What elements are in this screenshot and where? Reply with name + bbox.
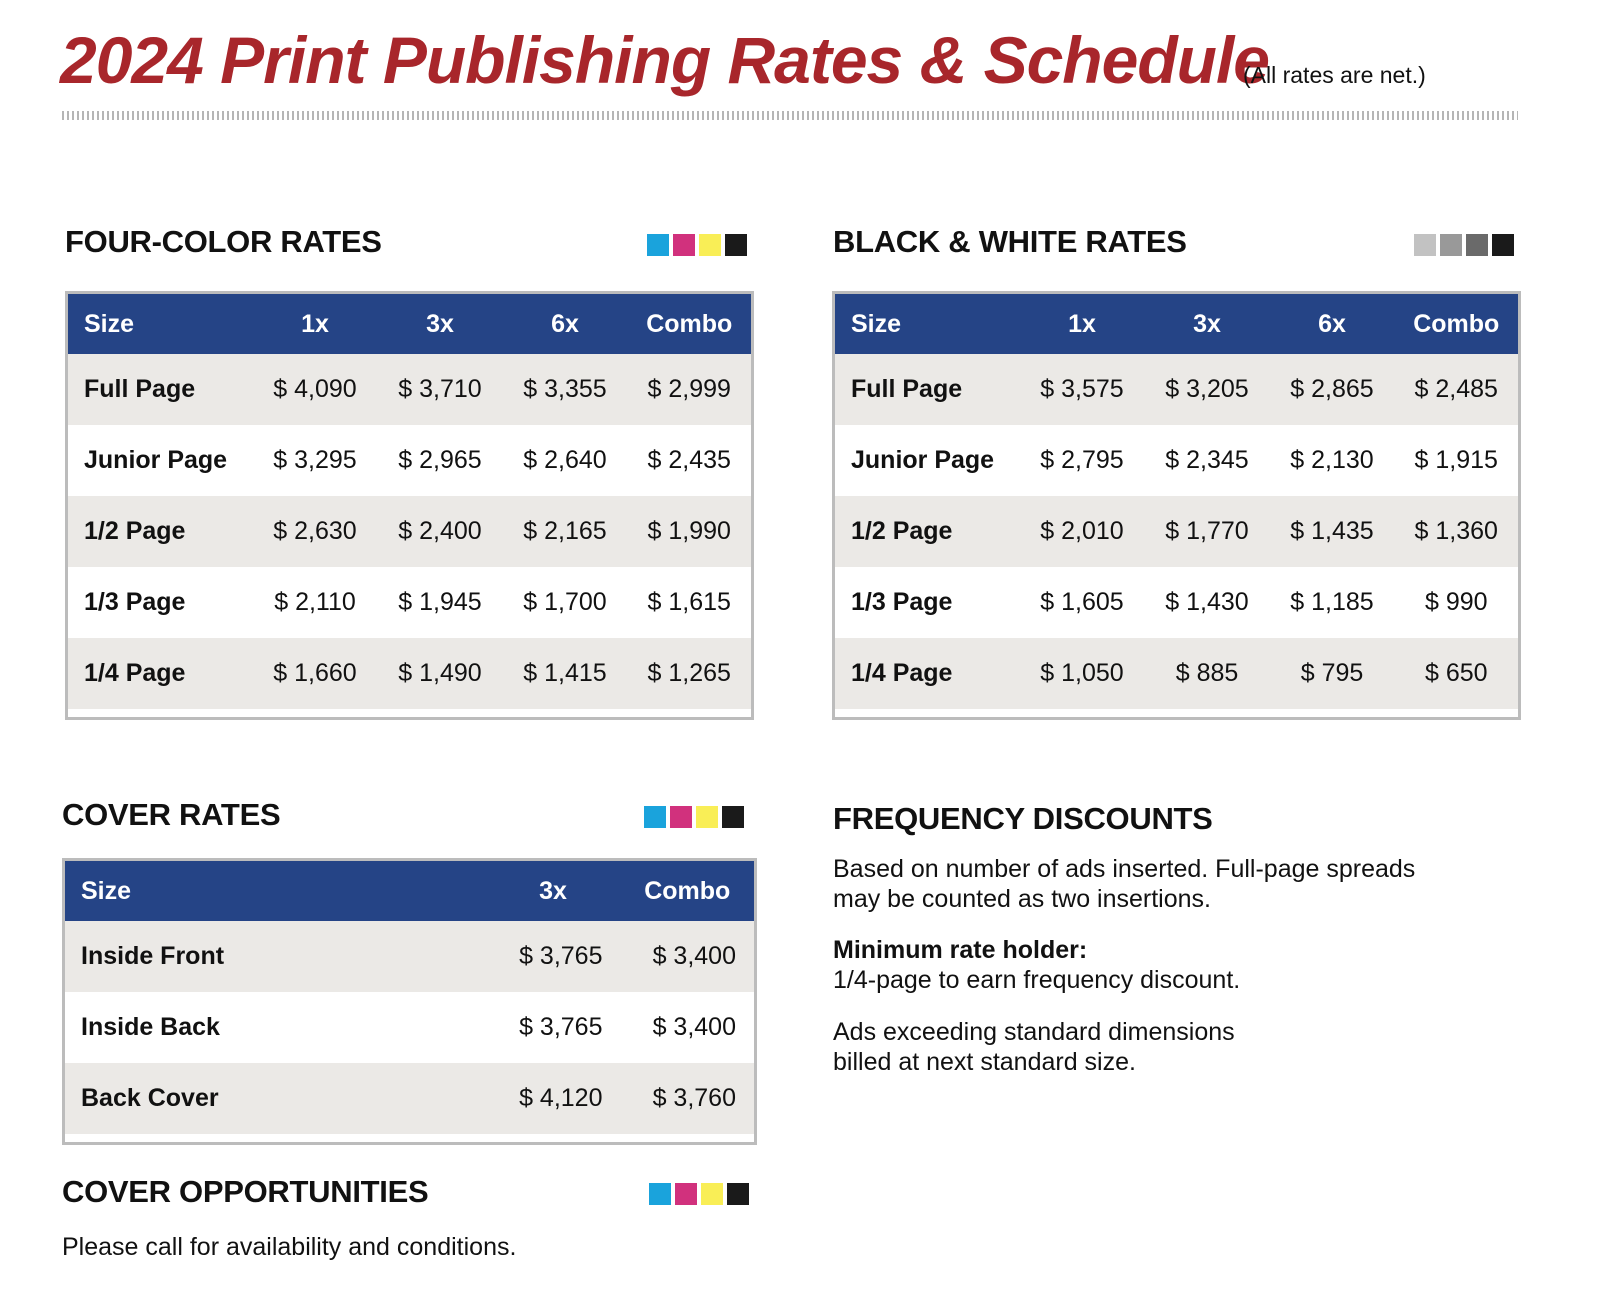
rate-cell: $ 1,435 xyxy=(1270,496,1395,567)
table-row xyxy=(834,354,1520,425)
page-title: 2024 Print Publishing Rates & Schedule xyxy=(60,23,1270,97)
magenta-swatch xyxy=(673,234,695,256)
table-row xyxy=(834,567,1520,638)
table-row xyxy=(67,425,753,496)
size-cell: 1/2 Page xyxy=(67,496,253,567)
rate-cell: $ 1,990 xyxy=(628,496,753,567)
rate-cell: $ 2,865 xyxy=(1270,354,1395,425)
minimum-rate-label: Minimum rate holder: xyxy=(833,936,1088,964)
black-swatch xyxy=(1492,234,1514,256)
rate-cell: $ 2,485 xyxy=(1395,354,1520,425)
yellow-swatch xyxy=(701,1183,723,1205)
title-divider xyxy=(62,111,1518,120)
rate-cell: $ 3,355 xyxy=(503,354,628,425)
rate-cell: $ 3,765 xyxy=(486,992,621,1063)
rate-cell: $ 1,700 xyxy=(503,567,628,638)
rate-cell: $ 2,999 xyxy=(628,354,753,425)
grayscale-swatches xyxy=(1414,234,1514,256)
oversize-line: Ads exceeding standard dimensions xyxy=(833,1018,1235,1046)
frequency-line: may be counted as two insertions. xyxy=(833,885,1211,913)
rate-cell: $ 3,710 xyxy=(378,354,503,425)
dark-gray-swatch xyxy=(1466,234,1488,256)
column-header: 6x xyxy=(1270,293,1395,355)
table-row xyxy=(834,496,1520,567)
cover-opportunities-text: Please call for availability and conditions. xyxy=(62,1233,517,1261)
rate-cell: $ 1,770 xyxy=(1145,496,1270,567)
light-gray-swatch xyxy=(1414,234,1436,256)
table-row xyxy=(64,1063,756,1134)
table-header-row xyxy=(64,860,756,922)
black-swatch xyxy=(725,234,747,256)
table-row xyxy=(64,921,756,992)
table-row xyxy=(67,354,753,425)
size-cell: 1/3 Page xyxy=(67,567,253,638)
rate-cell: $ 3,295 xyxy=(253,425,378,496)
cyan-swatch xyxy=(644,806,666,828)
rate-cell: $ 1,615 xyxy=(628,567,753,638)
black-swatch xyxy=(722,806,744,828)
size-cell: Back Cover xyxy=(64,1063,486,1134)
rate-cell: $ 2,165 xyxy=(503,496,628,567)
magenta-swatch xyxy=(675,1183,697,1205)
size-cell: Junior Page xyxy=(834,425,1020,496)
cover-rates-heading: COVER RATES xyxy=(62,797,281,832)
rate-cell: $ 2,345 xyxy=(1145,425,1270,496)
rate-cell: $ 1,430 xyxy=(1145,567,1270,638)
column-header: Size xyxy=(67,293,253,355)
table-row xyxy=(67,567,753,638)
rate-cell: $ 2,010 xyxy=(1020,496,1145,567)
rate-cell: $ 3,765 xyxy=(486,921,621,992)
rate-cell: $ 4,120 xyxy=(486,1063,621,1134)
black-white-rates-heading: BLACK & WHITE RATES xyxy=(833,224,1187,259)
four-color-rates-table xyxy=(65,291,754,720)
rate-cell: $ 1,050 xyxy=(1020,638,1145,709)
oversize-ads-note xyxy=(833,1017,1235,1077)
size-cell: 1/3 Page xyxy=(834,567,1020,638)
rate-cell: $ 2,130 xyxy=(1270,425,1395,496)
size-cell: Junior Page xyxy=(67,425,253,496)
black-swatch xyxy=(727,1183,749,1205)
column-header: Size xyxy=(834,293,1020,355)
minimum-rate-holder xyxy=(833,935,1240,995)
size-cell: Full Page xyxy=(67,354,253,425)
column-header: 3x xyxy=(486,860,621,922)
table-bottom-pad xyxy=(834,709,1520,719)
cyan-swatch xyxy=(647,234,669,256)
rate-cell: $ 885 xyxy=(1145,638,1270,709)
cmyk-swatches xyxy=(649,1183,749,1205)
size-cell: Inside Front xyxy=(64,921,486,992)
rate-cell: $ 2,640 xyxy=(503,425,628,496)
size-cell: 1/4 Page xyxy=(834,638,1020,709)
size-cell: 1/4 Page xyxy=(67,638,253,709)
rate-cell: $ 4,090 xyxy=(253,354,378,425)
table-row xyxy=(834,425,1520,496)
yellow-swatch xyxy=(696,806,718,828)
column-header: 1x xyxy=(253,293,378,355)
rate-cell: $ 3,575 xyxy=(1020,354,1145,425)
rate-cell: $ 2,110 xyxy=(253,567,378,638)
rate-cell: $ 1,185 xyxy=(1270,567,1395,638)
cover-opportunities-heading: COVER OPPORTUNITIES xyxy=(62,1174,429,1209)
table-row xyxy=(64,992,756,1063)
rate-cell: $ 2,630 xyxy=(253,496,378,567)
rate-cell: $ 3,400 xyxy=(621,992,756,1063)
four-color-rates-heading: FOUR-COLOR RATES xyxy=(65,224,382,259)
rate-cell: $ 1,915 xyxy=(1395,425,1520,496)
frequency-discounts-heading: FREQUENCY DISCOUNTS xyxy=(833,801,1213,836)
column-header: Combo xyxy=(621,860,756,922)
rate-cell: $ 1,415 xyxy=(503,638,628,709)
frequency-description xyxy=(833,854,1415,914)
column-header: 3x xyxy=(378,293,503,355)
rate-cell: $ 2,965 xyxy=(378,425,503,496)
frequency-line: Based on number of ads inserted. Full-page spreads xyxy=(833,855,1416,883)
table-header-row xyxy=(67,293,753,355)
column-header: Combo xyxy=(628,293,753,355)
table-bottom-pad xyxy=(67,709,753,719)
table-bottom-pad xyxy=(64,1134,756,1144)
table-row xyxy=(67,638,753,709)
size-cell: Full Page xyxy=(834,354,1020,425)
rate-cell: $ 650 xyxy=(1395,638,1520,709)
mid-gray-swatch xyxy=(1440,234,1462,256)
rate-cell: $ 3,760 xyxy=(621,1063,756,1134)
cmyk-swatches xyxy=(647,234,747,256)
table-row xyxy=(834,638,1520,709)
cover-rates-table xyxy=(62,858,757,1145)
cmyk-swatches xyxy=(644,806,744,828)
size-cell: 1/2 Page xyxy=(834,496,1020,567)
rate-cell: $ 1,265 xyxy=(628,638,753,709)
rate-cell: $ 990 xyxy=(1395,567,1520,638)
minimum-rate-text: 1/4-page to earn frequency discount. xyxy=(833,966,1241,994)
rate-cell: $ 2,795 xyxy=(1020,425,1145,496)
magenta-swatch xyxy=(670,806,692,828)
yellow-swatch xyxy=(699,234,721,256)
rate-cell: $ 1,605 xyxy=(1020,567,1145,638)
rate-cell: $ 2,435 xyxy=(628,425,753,496)
rate-cell: $ 795 xyxy=(1270,638,1395,709)
cyan-swatch xyxy=(649,1183,671,1205)
column-header: Combo xyxy=(1395,293,1520,355)
rate-cell: $ 3,400 xyxy=(621,921,756,992)
rate-cell: $ 1,360 xyxy=(1395,496,1520,567)
column-header: 1x xyxy=(1020,293,1145,355)
rate-cell: $ 1,490 xyxy=(378,638,503,709)
oversize-line: billed at next standard size. xyxy=(833,1048,1136,1076)
column-header: 3x xyxy=(1145,293,1270,355)
rate-cell: $ 1,660 xyxy=(253,638,378,709)
size-cell: Inside Back xyxy=(64,992,486,1063)
table-row xyxy=(67,496,753,567)
black-white-rates-table xyxy=(832,291,1521,720)
column-header: 6x xyxy=(503,293,628,355)
rates-net-note: (All rates are net.) xyxy=(1243,62,1426,88)
rate-cell: $ 2,400 xyxy=(378,496,503,567)
table-header-row xyxy=(834,293,1520,355)
column-header: Size xyxy=(64,860,486,922)
rate-cell: $ 1,945 xyxy=(378,567,503,638)
rate-cell: $ 3,205 xyxy=(1145,354,1270,425)
